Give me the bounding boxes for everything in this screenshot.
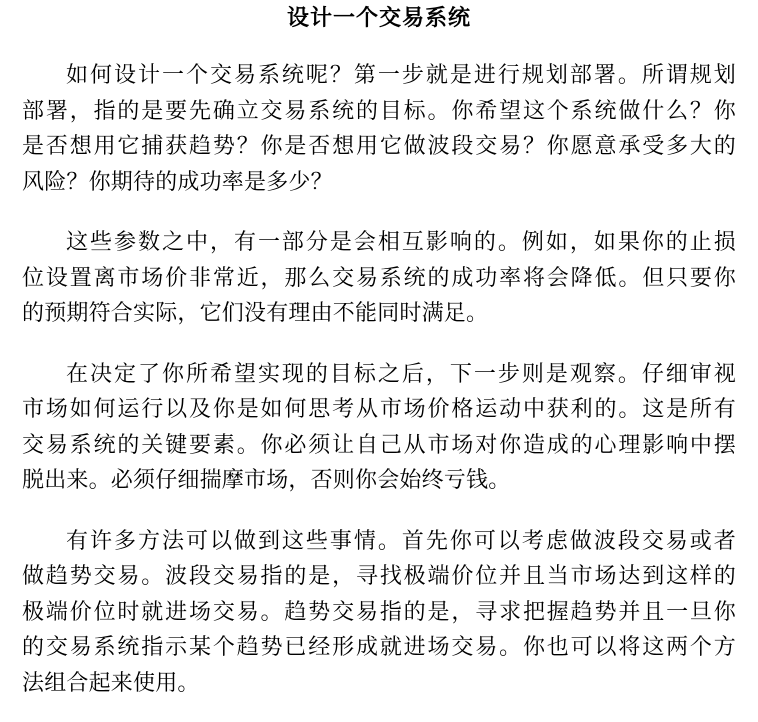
paragraph-line: 如何设计一个交易系统呢？第一步就是进行规划部署。所谓规划 [66, 63, 736, 88]
paragraph-line: 风险？你期待的成功率是多少？ [22, 169, 333, 195]
paragraph-1 [22, 58, 736, 200]
paragraph-line: 这些参数之中，有一部分是会相互影响的。例如，如果你的止损 [66, 230, 736, 255]
paragraph-line: 在决定了你所希望实现的目标之后，下一步则是观察。仔细审视 [66, 361, 736, 387]
paragraph-line: 交易系统的关键要素。你必须让自己从市场对你造成的心理影响中摆 [22, 432, 736, 458]
paragraph-line: 法组合起来使用。 [22, 670, 200, 696]
paragraph-line: 位设置离市场价非常近，那么交易系统的成功率将会降低。但只要你 [22, 265, 736, 291]
paragraph-line: 的交易系统指示某个趋势已经形成就进场交易。你也可以将这两个方 [22, 635, 736, 660]
paragraph-2 [22, 225, 736, 332]
paragraph-line: 的预期符合实际，它们没有理由不能同时满足。 [22, 301, 489, 326]
paragraph-line: 是否想用它捕获趋势？你是否想用它做波段交易？你愿意承受多大的 [22, 134, 736, 159]
paragraph-line: 有许多方法可以做到这些事情。首先你可以考虑做波段交易或者 [66, 528, 736, 554]
paragraph-line: 做趋势交易。波段交易指的是，寻找极端价位并且当市场达到这样的 [22, 564, 736, 589]
paragraph-line: 部署，指的是要先确立交易系统的目标。你希望这个系统做什么？你 [22, 98, 736, 124]
paragraph-3 [22, 357, 736, 499]
paragraph-4 [22, 524, 736, 702]
paragraph-line: 极端价位时就进场交易。趋势交易指的是，寻求把握趋势并且一旦你 [22, 599, 736, 625]
paragraph-line: 市场如何运行以及你是如何思考从市场价格运动中获利的。这是所有 [22, 397, 736, 422]
paragraph-line: 脱出来。必须仔细揣摩市场，否则你会始终亏钱。 [22, 468, 511, 493]
page-title: 设计一个交易系统 [286, 6, 471, 31]
